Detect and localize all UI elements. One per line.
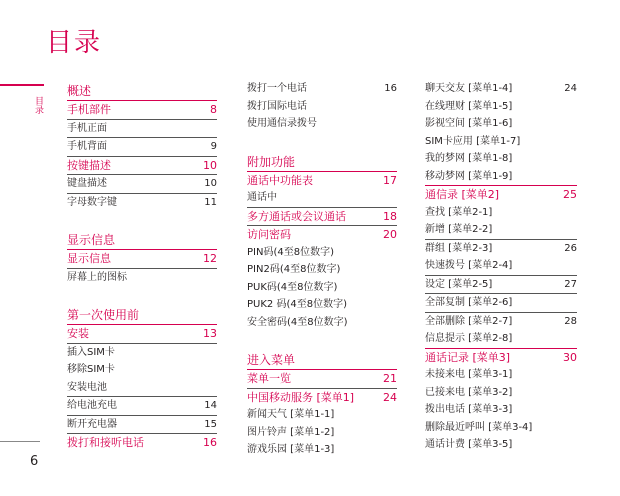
toc-entry-label: 访问密码: [247, 228, 291, 241]
toc-entry[interactable]: [247, 406, 397, 424]
toc-entry[interactable]: [67, 269, 217, 287]
toc-spacer: [247, 331, 397, 349]
toc-entry-page-number: 14: [204, 400, 217, 411]
toc-entry[interactable]: [67, 250, 217, 269]
toc-entry[interactable]: [425, 384, 577, 402]
toc-entry-label: 菜单一览: [247, 372, 291, 385]
toc-column-3: [425, 80, 577, 454]
toc-entry[interactable]: [425, 98, 577, 116]
toc-entry[interactable]: [425, 276, 577, 295]
toc-entry[interactable]: [425, 204, 577, 222]
toc-entry-page-number: 21: [383, 372, 397, 385]
toc-section-heading[interactable]: [67, 304, 217, 325]
toc-entry[interactable]: [425, 366, 577, 384]
toc-entry-label: 拨出电话 [菜单3-3]: [425, 404, 513, 415]
toc-entry-label: 信息提示 [菜单2-8]: [425, 333, 513, 344]
toc-entry[interactable]: [425, 419, 577, 437]
toc-entry[interactable]: [247, 115, 397, 133]
toc-entry-page-number: 20: [383, 228, 397, 241]
toc-entry-label: 群组 [菜单2-3]: [425, 242, 493, 254]
toc-entry[interactable]: [425, 313, 577, 331]
toc-entry-label: 安装: [67, 327, 89, 340]
toc-entry-label: 按键描述: [67, 158, 111, 172]
toc-entry-label: 聊天交友 [菜单1-4]: [425, 83, 513, 94]
toc-entry-label: 影视空间 [菜单1-6]: [425, 118, 513, 129]
toc-entry-label: 中国移动服务 [菜单1]: [247, 390, 355, 404]
toc-entry-label: 已接来电 [菜单3-2]: [425, 386, 513, 398]
toc-entry-page-number: 11: [204, 196, 217, 208]
toc-entry-label: 快速拨号 [菜单2-4]: [425, 260, 513, 271]
toc-entry[interactable]: [247, 172, 397, 190]
toc-entry-label: 显示信息: [67, 252, 111, 265]
toc-entry-page-number: 26: [564, 242, 577, 254]
toc-entry-label: 进入菜单: [247, 353, 296, 367]
toc-entry-label: 通话中功能表: [247, 173, 313, 187]
toc-entry[interactable]: [67, 101, 217, 120]
toc-entry[interactable]: [67, 325, 217, 344]
toc-entry[interactable]: [67, 344, 217, 362]
page-number: 6: [30, 454, 39, 469]
toc-entry[interactable]: [425, 257, 577, 276]
toc-entry[interactable]: [425, 401, 577, 419]
toc-entry-label: 手机正面: [67, 122, 107, 134]
toc-entry-label: SIM卡应用 [菜单1-7]: [425, 135, 521, 147]
toc-entry-page-number: 27: [564, 278, 577, 290]
toc-entry-label: 全部删除 [菜单2-7]: [425, 315, 513, 327]
toc-entry[interactable]: [425, 330, 577, 349]
toc-entry[interactable]: [247, 244, 397, 262]
toc-entry-label: PUK码(4至8位数字): [247, 281, 338, 293]
toc-entry-page-number: 24: [383, 390, 397, 404]
toc-entry-label: 查找 [菜单2-1]: [425, 206, 493, 218]
toc-entry[interactable]: [247, 389, 397, 407]
toc-entry[interactable]: [247, 279, 397, 297]
toc-entry-label: PIN码(4至8位数字): [247, 246, 334, 258]
toc-spacer: [67, 286, 217, 304]
toc-entry-label: 移动梦网 [菜单1-9]: [425, 170, 513, 182]
toc-entry-page-number: 17: [383, 173, 397, 187]
toc-entry-page-number: 12: [203, 252, 217, 265]
toc-entry-label: 图片铃声 [菜单1-2]: [247, 426, 335, 438]
toc-entry[interactable]: [67, 416, 217, 435]
toc-section-heading[interactable]: [67, 229, 217, 250]
toc-entry-label: 拨打一个电话: [247, 83, 307, 94]
toc-entry-label: 拨打国际电话: [247, 100, 307, 112]
toc-entry[interactable]: [425, 133, 577, 151]
toc-entry-label: 移除SIM卡: [67, 364, 115, 375]
toc-entry[interactable]: [247, 441, 397, 459]
toc-spacer: [247, 133, 397, 151]
toc-entry[interactable]: [425, 221, 577, 240]
side-section-label: 目录: [33, 96, 43, 114]
toc-entry-label: 手机背面: [67, 141, 107, 152]
toc-entry[interactable]: [67, 157, 217, 176]
toc-entry[interactable]: [425, 115, 577, 133]
toc-entry[interactable]: [247, 424, 397, 442]
toc-section-heading[interactable]: [247, 349, 397, 370]
toc-entry-label: PIN2码(4至8位数字): [247, 264, 341, 275]
toc-entry-page-number: 18: [383, 209, 397, 223]
toc-section-heading[interactable]: [67, 80, 217, 101]
toc-entry[interactable]: [67, 175, 217, 194]
toc-column-2: [247, 80, 397, 459]
toc-entry[interactable]: [425, 240, 577, 258]
toc-entry-page-number: 25: [563, 188, 577, 201]
toc-entry-label: 给电池充电: [67, 400, 117, 411]
toc-entry[interactable]: [247, 208, 397, 227]
toc-entry-label: 概述: [67, 84, 92, 98]
toc-entry-label: 显示信息: [67, 233, 116, 247]
page-title: 目录: [46, 28, 103, 58]
toc-entry-label: 手机部件: [67, 103, 111, 116]
toc-entry-label: 屏幕上的图标: [67, 271, 127, 283]
toc-entry-page-number: 10: [203, 158, 217, 172]
toc-entry[interactable]: [247, 261, 397, 279]
toc-entry-page-number: 9: [210, 141, 217, 152]
toc-entry[interactable]: [247, 80, 397, 98]
toc-entry-label: 设定 [菜单2-5]: [425, 278, 493, 290]
toc-entry[interactable]: [425, 80, 577, 98]
toc-entry-label: 通话计费 [菜单3-5]: [425, 439, 513, 450]
toc-entry-label: 第一次使用前: [67, 308, 140, 322]
toc-entry[interactable]: [67, 361, 217, 379]
toc-section-heading[interactable]: [247, 151, 397, 172]
toc-entry-label: 在线理财 [菜单1-5]: [425, 100, 513, 112]
toc-entry-label: 新增 [菜单2-2]: [425, 224, 493, 235]
toc-entry[interactable]: [425, 168, 577, 187]
toc-entry[interactable]: [425, 186, 577, 204]
toc-entry[interactable]: [67, 138, 217, 157]
toc-entry-label: 附加功能: [247, 154, 296, 169]
toc-entry[interactable]: [247, 226, 397, 244]
toc-entry[interactable]: [247, 98, 397, 116]
toc-entry-label: 全部复制 [菜单2-6]: [425, 297, 513, 308]
toc-entry[interactable]: [247, 189, 397, 208]
toc-entry[interactable]: [425, 349, 577, 367]
toc-entry[interactable]: [67, 397, 217, 416]
toc-entry-label: 我的梦网 [菜单1-8]: [425, 153, 513, 164]
toc-entry[interactable]: [67, 434, 217, 452]
toc-entry[interactable]: [67, 194, 217, 212]
toc-spacer: [67, 211, 217, 229]
toc-entry-label: 删除最近呼叫 [菜单3-4]: [425, 421, 533, 433]
toc-entry[interactable]: [247, 314, 397, 332]
toc-entry[interactable]: [425, 294, 577, 313]
toc-entry[interactable]: [247, 296, 397, 314]
toc-entry-page-number: 28: [564, 315, 577, 327]
toc-entry-label: 未接来电 [菜单3-1]: [425, 369, 513, 380]
toc-entry-label: 安全密码(4至8位数字): [247, 316, 348, 328]
toc-entry-label: 多方通话或会议通话: [247, 209, 346, 223]
toc-entry[interactable]: [67, 120, 217, 139]
toc-entry-label: 通话记录 [菜单3]: [425, 350, 511, 364]
toc-entry-label: 通话中: [247, 192, 277, 203]
toc-entry-label: 新闻天气 [菜单1-1]: [247, 409, 335, 420]
toc-entry-label: 使用通信录拨号: [247, 118, 317, 129]
toc-entry-label: 拨打和接听电话: [67, 436, 144, 449]
toc-entry-label: PUK2 码(4至8位数字): [247, 299, 347, 310]
toc-entry-page-number: 13: [203, 327, 217, 340]
toc-entry-label: 断开充电器: [67, 418, 117, 430]
toc-entry-page-number: 10: [204, 178, 217, 189]
toc-entry-label: 安装电池: [67, 381, 107, 393]
toc-column-1: [67, 80, 217, 452]
toc-entry[interactable]: [425, 436, 577, 454]
side-accent-bar: [0, 84, 44, 86]
toc-entry-label: 字母数字键: [67, 196, 117, 208]
toc-entry-page-number: 24: [564, 83, 577, 94]
toc-entry-page-number: 16: [203, 436, 217, 449]
toc-entry-label: 插入SIM卡: [67, 346, 115, 358]
toc-entry[interactable]: [67, 379, 217, 398]
toc-entry-page-number: 30: [563, 350, 577, 364]
toc-entry-label: 游戏乐园 [菜单1-3]: [247, 444, 335, 455]
toc-entry-page-number: 15: [204, 418, 217, 430]
toc-entry-page-number: 16: [384, 83, 397, 94]
toc-entry-label: 通信录 [菜单2]: [425, 188, 500, 201]
toc-entry[interactable]: [425, 150, 577, 168]
toc-entry-label: 键盘描述: [67, 178, 107, 189]
toc-entry[interactable]: [247, 370, 397, 389]
footer-rule: [0, 441, 40, 442]
toc-entry-page-number: 8: [210, 103, 217, 116]
